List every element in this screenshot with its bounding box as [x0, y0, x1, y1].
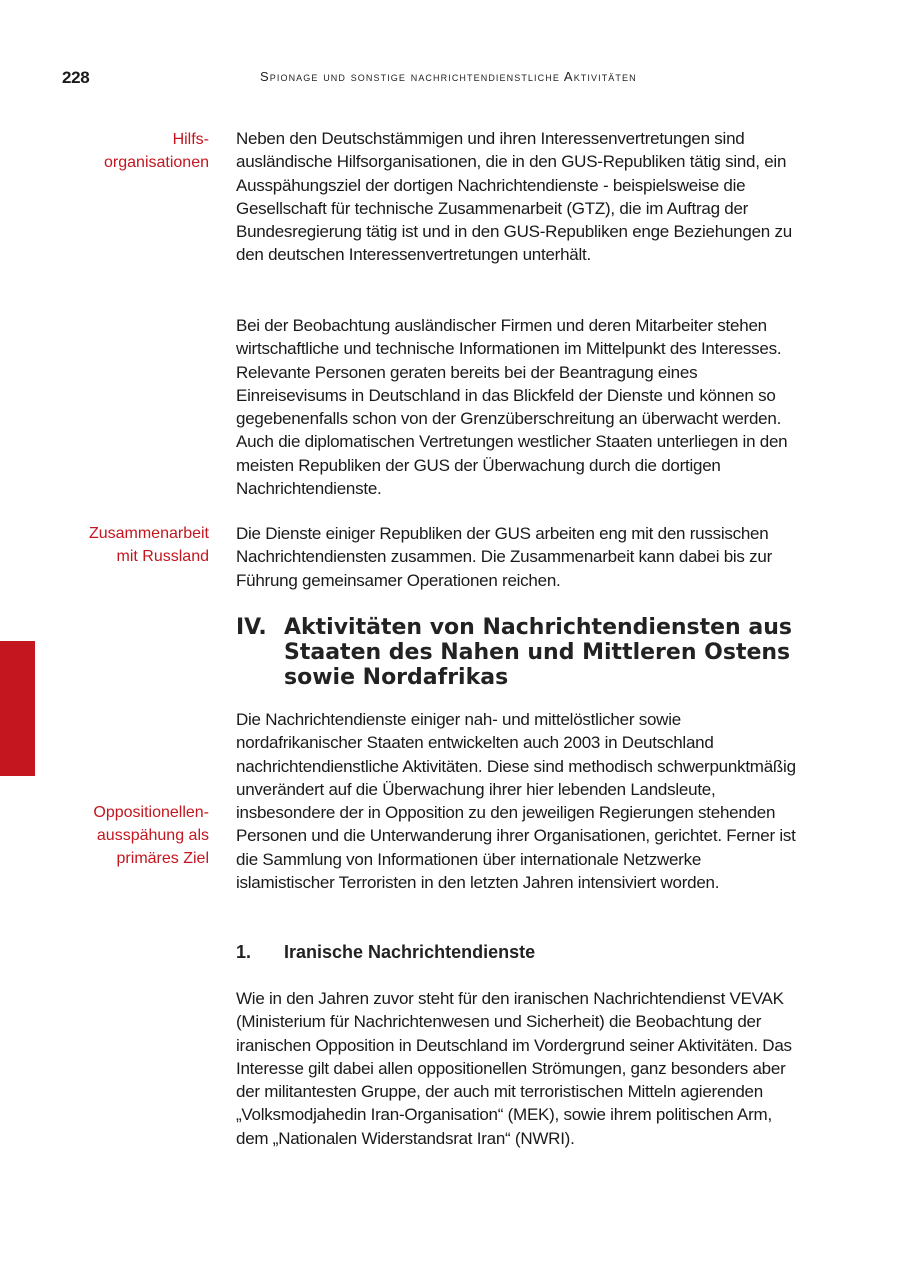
- margin-note-hilfsorganisationen: Hilfs- organisationen: [104, 131, 209, 171]
- running-head: Spionage und sonstige nachrichtendienstliche Aktivitäten: [260, 69, 637, 84]
- section-number: IV.: [236, 615, 267, 640]
- paragraph: Die Dienste einiger Republiken der GUS arbeiten eng mit den russischen Nachrichtendiensten zusammen. Die Zusammenarbeit kann dabei bis zur Führung gemeinsamer Operationen reichen.: [236, 524, 773, 590]
- paragraph: Bei der Beobachtung ausländischer Firmen und deren Mitarbeiter stehen wirtschaftliche und technische Informationen im Mittelpunkt des Interesses. Relevante Personen geraten bereits bei der Beantragung eines Einreisevisums in Deutschland in das Blickfeld der Dienste und können so gegebenenfalls schon von der Grenzüberschreitung an überwacht werden. Auch die diplomatischen Vertretungen westlicher Staaten unterliegen in den meisten Republiken der GUS der Überwachung durch die dortigen Nachrichtendienste.: [236, 316, 788, 499]
- subsection-heading: [236, 941, 796, 963]
- section-color-tab: [0, 641, 35, 776]
- subsection-number: 1.: [236, 942, 252, 962]
- margin-note-zusammenarbeit: Zusammenarbeit mit Russland: [88, 525, 209, 565]
- subsection-title: Iranische Nachrichtendienste: [284, 942, 536, 962]
- paragraph: Wie in den Jahren zuvor steht für den iranischen Nachrichtendienst VEVAK (Ministerium für Nachrichtenwesen und Sicherheit) die Beobachtung der iranischen Opposition in Deutschland im Vordergrund seiner Aktivitäten. Das Interesse gilt dabei allen oppositionellen Strömungen, ganz besonders aber der militantesten Gruppe, der auch mit terroristischen Mitteln agierenden „Volksmodjahedin Iran-Organisation“ (MEK), sowie ihrem politischen Arm, dem „Nationalen Widerstandsrat Iran“ (NWRI).: [236, 989, 792, 1148]
- section-title: Aktivitäten von Nachrichtendiensten aus Staaten des Nahen und Mittleren Ostens sowie Nordafrikas: [284, 615, 792, 690]
- paragraph: Neben den Deutschstämmigen und ihren Interessenvertretungen sind ausländische Hilfsorganisationen, die in den GUS-Republiken tätig sind, ein Ausspähungsziel der dortigen Nachrichtendienste - beispielsweise die Gesellschaft für technische Zusammenarbeit (GTZ), die im Auftrag der Bundesregierung tätig ist und in den GUS-Republiken enge Beziehungen zu den deutschen Interessenvertretungen unterhält.: [236, 129, 792, 265]
- paragraph: Die Nachrichtendienste einiger nah- und mittelöstlicher sowie nordafrikanischer Staaten entwickelten auch 2003 in Deutschland nachrichtendienstliche Aktivitäten. Diese sind methodisch schwerpunktmäßig unverändert auf die Überwachung ihrer hier lebenden Landsleute, insbesondere der in Opposition zu den jeweiligen Regierungen stehenden Personen und die Unterwanderung ihrer Organisationen, gerichtet. Ferner ist die Sammlung von Informationen über internationale Netzwerke islamistischer Terroristen in den letzten Jahren intensiviert worden.: [236, 710, 796, 893]
- section-heading: [236, 615, 806, 690]
- margin-note-oppositionellenausspaehung: Oppositionellen- ausspähung als primäres Ziel: [93, 804, 209, 867]
- page-number: 228: [62, 68, 90, 87]
